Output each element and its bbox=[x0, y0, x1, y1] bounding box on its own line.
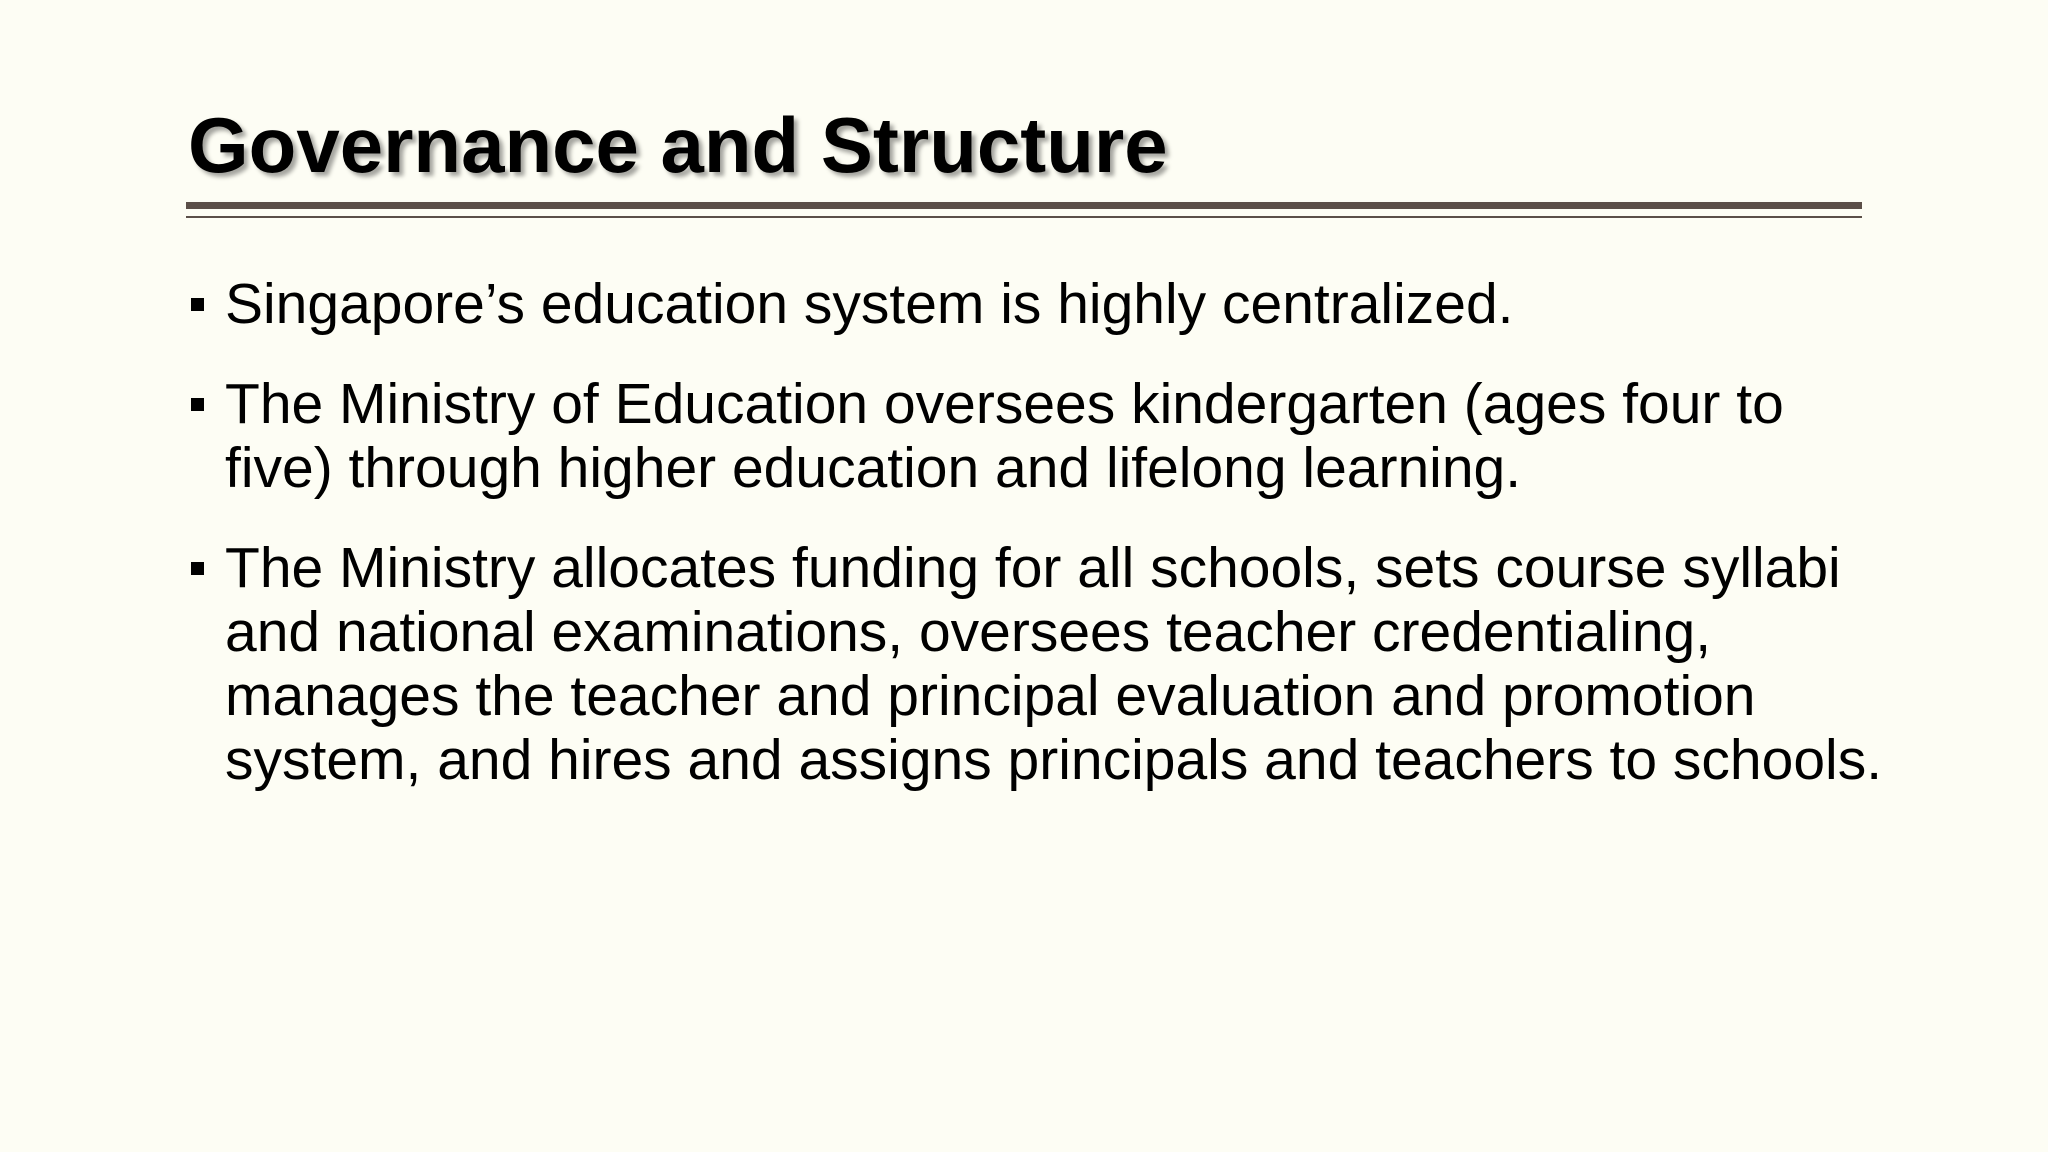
bullet-item bbox=[188, 372, 1888, 500]
title-underline-thick bbox=[186, 202, 1862, 209]
bullet-item bbox=[188, 536, 1888, 792]
square-bullet-icon bbox=[191, 562, 204, 575]
bullet-text: Singapore’s education system is highly centralized. bbox=[225, 272, 1514, 336]
square-bullet-icon bbox=[191, 298, 204, 311]
bullet-list bbox=[188, 272, 1888, 828]
bullet-text: The Ministry of Education oversees kindergarten (ages four to five) through higher education and lifelong learning. bbox=[225, 372, 1784, 500]
bullet-item bbox=[188, 272, 1888, 336]
title-underline-thin bbox=[186, 216, 1862, 218]
slide-title: Governance and Structure bbox=[188, 101, 1168, 189]
square-bullet-icon bbox=[191, 398, 204, 411]
bullet-text: The Ministry allocates funding for all schools, sets course syllabi and national examinations, oversees teacher credentialing, manages the teacher and principal evaluation and promotion system, and hires and assigns principals and teachers to schools. bbox=[225, 536, 1883, 792]
